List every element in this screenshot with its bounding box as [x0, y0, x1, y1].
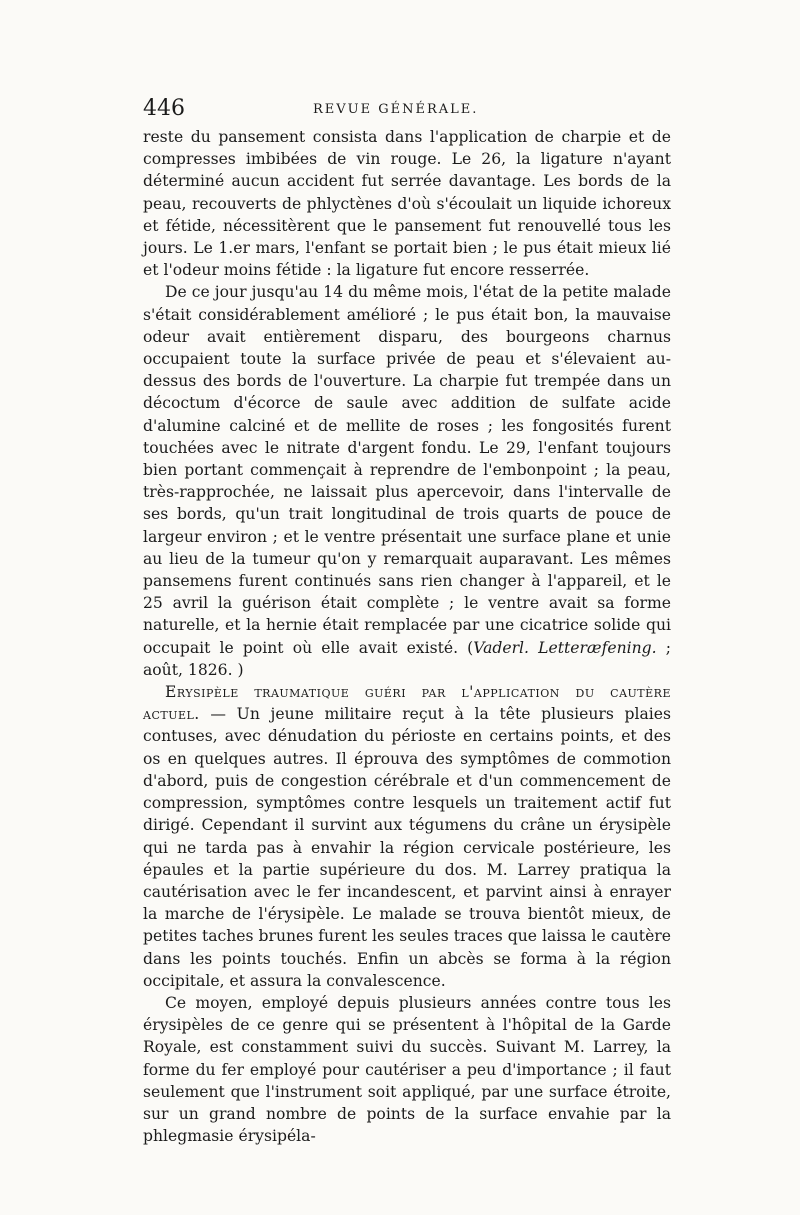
paragraph-hernia-recovery — [143, 281, 671, 681]
paragraph-erysipelas — [143, 681, 671, 992]
journal-title: REVUE GÉNÉRALE. — [313, 102, 479, 117]
paragraph-cautery-method: Ce moyen, employé depuis plusieurs années contre tous les érysipèles de ce genre qui se présentent à l'hôpital de la Garde Royale, est constamment suivi du succès. Suivant M. Larrey, la forme du fer employé pour cautériser a peu d'importance ; il faut seulement que l'instrument soit appliqué, par une surface étroite, sur un grand nombre de points de la surface envahie par la phlegmasie érysipéla- — [143, 993, 671, 1146]
section-heading: Erysipèle traumatique guéri par l'application du cautère actuel. — [143, 683, 671, 724]
paragraph-text: De ce jour jusqu'au 14 du même mois, l'état de la petite malade s'était considérablement amélioré ; le pus était bon, la mauvaise odeur avait entièrement disparu, des bourgeons charnus occupaient toute la surface privée de peau et s'élevaient au-dessus des bords de l'ouverture. La charpie fut trempée dans un décoctum d'écorce de saule avec addition de sulfate acide d'alumine calciné et de mellite de roses ; les fongosités furent touchées avec le nitrate d'argent fondu. Le 29, l'enfant toujours bien portant commençait à reprendre de l'embonpoint ; la peau, très-rapprochée, ne laissait plus apercevoir, dans l'intervalle de ses bords, qu'un trait longitudinal de trois quarts de pouce de largeur environ ; et le ventre présentait une surface plane et unie au lieu de la tumeur qu'on y remarquait auparavant. Les mêmes pansemens furent continués sans rien changer à l'appareil, et le 25 avril la guérison était complète ; le ventre avait sa forme naturelle, et la hernie était remplacée par une cicatrice solide qui occupait le point où elle avait existé. ( — [143, 283, 671, 657]
paragraph-continuation: reste du pansement consista dans l'application de charpie et de compresses imbibées de vin rouge. Le 26, la ligature n'ayant déterminé aucun accident fut serrée davantage. Les bords de la peau, recouverts de phlyctènes d'où s'écoulait un liquide ichoreux et fétide, nécessitèrent que le pansement fut renouvellé tous les jours. Le 1.er mars, l'enfant se portait bien ; le pus était mieux lié et l'odeur moins fétide : la ligature fut encore resserrée. — [143, 128, 671, 280]
source-citation: Vaderl. Letteræfening. — [473, 638, 657, 657]
page-number: 446 — [143, 96, 185, 121]
citation-date: ; août, 1826. ) — [143, 638, 671, 679]
paragraph-text: — Un jeune militaire reçut à la tête plusieurs plaies contuses, avec dénudation du périoste en certains points, et des os en quelques autres. Il éprouva des symptômes de commotion d'abord, puis de congestion cérébrale et d'un commencement de compression, symptômes contre lesquels un traitement actif fut dirigé. Cependant il survint aux tégumens du crâne un érysipèle qui ne tarda pas à envahir la région cervicale postérieure, les épaules et la partie supérieure du dos. M. Larrey pratiqua la cautérisation avec le fer incandescent, et parvint ainsi à enrayer la marche de l'érysipèle. Le malade se trouva bientôt mieux, de petites taches brunes furent les seules traces que laissa le cautère dans les points touchés. Enfin un abcès se forma à la région occipitale, et assura la convalescence. — [143, 705, 671, 990]
body-text — [143, 126, 671, 1147]
running-head — [143, 96, 663, 130]
